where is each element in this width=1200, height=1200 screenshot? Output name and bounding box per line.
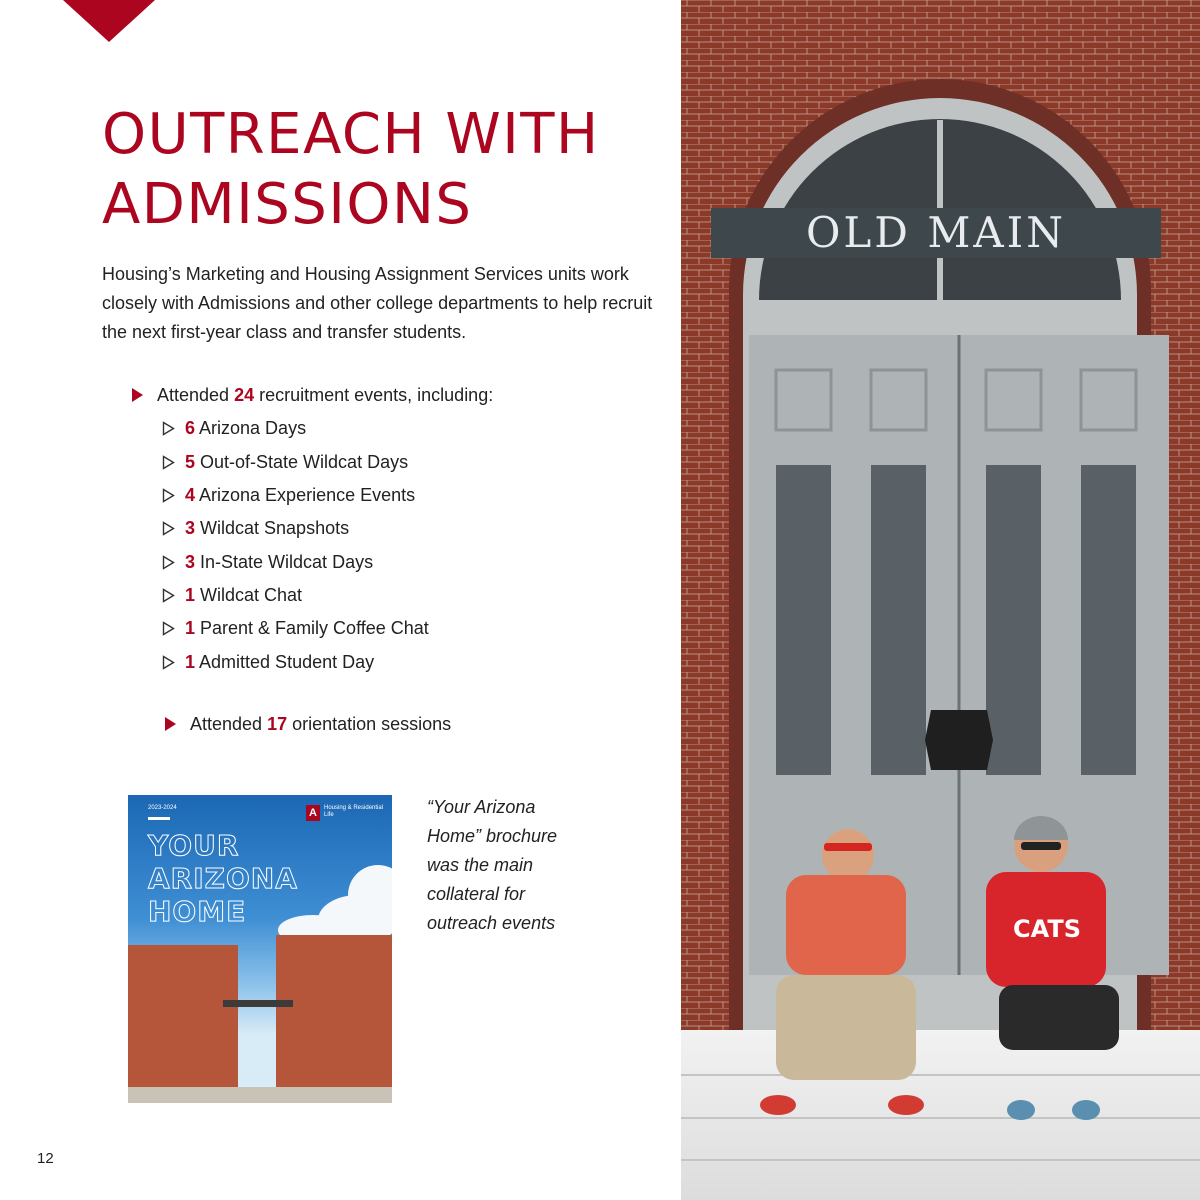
open-triangle-icon: [162, 588, 175, 603]
intro-paragraph: Housing’s Marketing and Housing Assignment Services units work closely with Admissions and other college departments to help recruit the next first-year class and transfer students.: [102, 264, 653, 342]
student-right-shorts: [999, 985, 1119, 1050]
page-title-line-2: ADMISSIONS: [102, 172, 473, 237]
sub-list-item: [162, 650, 374, 674]
open-triangle-icon: [162, 555, 175, 570]
brochure-title-line: HOME: [148, 895, 247, 928]
sub-item-label: Arizona Days: [195, 418, 307, 438]
sub-item-label: Parent & Family Coffee Chat: [195, 618, 429, 638]
orientation-item: [165, 712, 451, 736]
stone-steps: [681, 1030, 1200, 1200]
caption-line: outreach events: [427, 913, 556, 933]
corner-triangle-mark: [63, 0, 155, 42]
sub-item-label: Arizona Experience Events: [195, 485, 416, 505]
sub-item-label: In-State Wildcat Days: [195, 552, 374, 572]
brochure-cover-image: [128, 795, 392, 1103]
recruitment-count: 24: [234, 385, 255, 405]
bullet-triangle-icon: [132, 388, 143, 402]
recruitment-events-item: [132, 383, 493, 407]
page-number: 12: [37, 1150, 54, 1167]
caption-line: collateral for: [427, 884, 526, 904]
sub-item-label: Wildcat Chat: [195, 585, 303, 605]
sub-item-count: 3: [185, 552, 196, 572]
page-title-line-1: OUTREACH WITH: [102, 102, 600, 167]
caption-line: Home” brochure: [427, 826, 558, 846]
caption-line: “Your Arizona: [427, 797, 536, 817]
open-triangle-icon: [162, 655, 175, 670]
sub-list-item: [162, 483, 415, 507]
open-triangle-icon: [162, 421, 175, 436]
cats-shirt-text: CATS: [1013, 915, 1081, 943]
open-triangle-icon: [162, 455, 175, 470]
sub-list-item: [162, 550, 373, 574]
brick-building-right: [276, 935, 392, 1103]
sub-list-item: [162, 616, 429, 640]
sub-item-count: 5: [185, 452, 196, 472]
orientation-prefix: Attended: [190, 714, 268, 734]
student-left-pants: [776, 975, 916, 1080]
old-main-sign-text: OLD MAIN: [805, 208, 1067, 257]
sub-list-item: [162, 450, 408, 474]
door-handle: [925, 710, 993, 770]
open-triangle-icon: [162, 621, 175, 636]
orientation-count: 17: [267, 714, 288, 734]
door-window: [986, 465, 1041, 775]
sub-list-item: [162, 516, 349, 540]
brochure-title: [148, 829, 298, 928]
sub-list-item: [162, 583, 302, 607]
sub-item-count: 1: [185, 618, 196, 638]
archway-beam: [223, 1000, 293, 1007]
arizona-a-logo: A: [306, 805, 320, 821]
brochure-ground: [128, 1087, 392, 1103]
student-left-shirt: [786, 875, 906, 975]
door-window: [776, 465, 831, 775]
sub-item-count: 1: [185, 652, 196, 672]
old-main-photo: [681, 0, 1200, 1200]
door-window: [1081, 465, 1136, 775]
sub-item-count: 3: [185, 518, 196, 538]
sub-item-count: 6: [185, 418, 196, 438]
sub-item-label: Admitted Student Day: [195, 652, 375, 672]
sub-item-label: Wildcat Snapshots: [195, 518, 350, 538]
brochure-year-bar: [148, 817, 170, 820]
orientation-suffix: orientation sessions: [287, 714, 452, 734]
open-triangle-icon: [162, 488, 175, 503]
student-left-head: [822, 829, 874, 881]
sub-item-label: Out-of-State Wildcat Days: [195, 452, 409, 472]
brochure-org-name: Housing & Residential Life: [324, 805, 384, 818]
door-window: [871, 465, 926, 775]
brick-building-left: [128, 945, 238, 1103]
bullet-triangle-icon: [165, 717, 176, 731]
sub-item-count: 4: [185, 485, 196, 505]
brochure-title-line: YOUR: [148, 829, 240, 862]
recruitment-suffix: recruitment events, including:: [254, 385, 494, 405]
page-title: [102, 100, 600, 240]
recruitment-prefix: Attended: [157, 385, 235, 405]
sub-item-count: 1: [185, 585, 196, 605]
sub-list-item: [162, 416, 306, 440]
brochure-year: 2023-2024: [148, 805, 177, 811]
brochure-caption: [427, 793, 607, 938]
brochure-title-line: ARIZONA: [148, 862, 298, 895]
caption-line: was the main: [427, 855, 534, 875]
open-triangle-icon: [162, 521, 175, 536]
